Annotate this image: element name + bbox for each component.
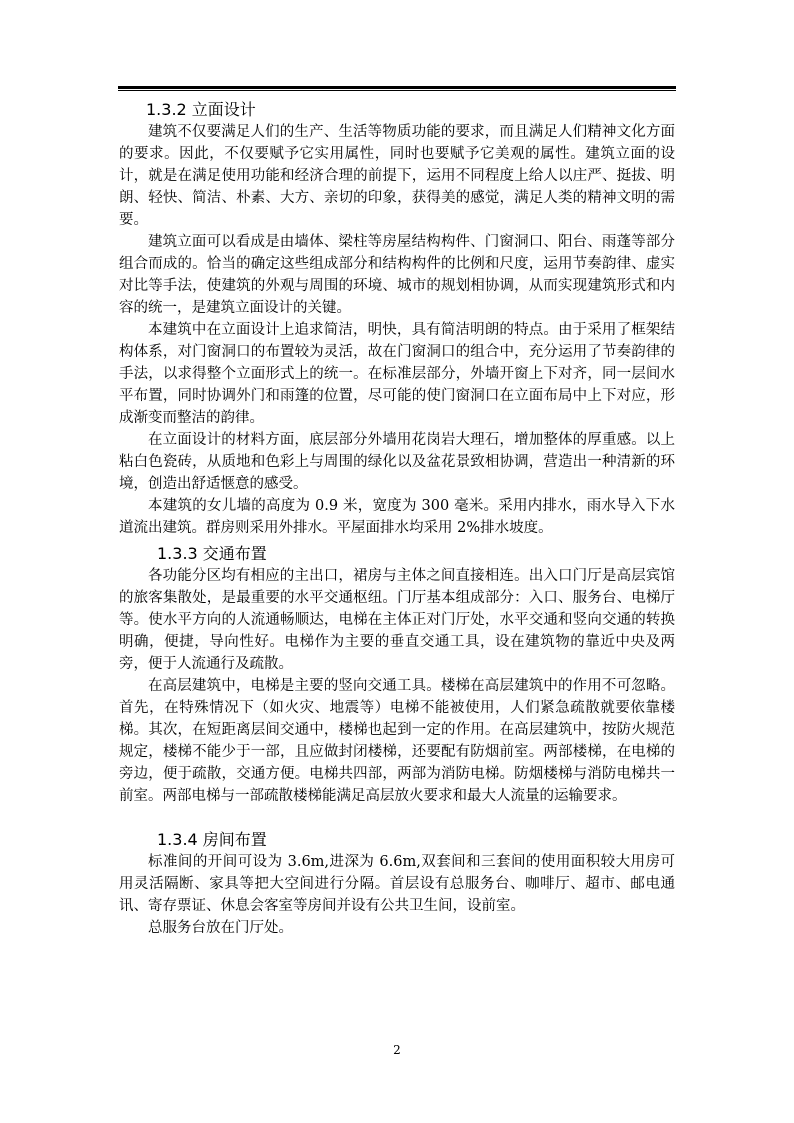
paragraph: 在立面设计的材料方面，底层部分外墙用花岗岩大理石，增加整体的厚重感。以上粘白色瓷砖，从质地和色彩上与周围的绿化以及盆花景致相协调，营造出一种清新的环境，创造出舒适惬意的感受。: [119, 432, 675, 492]
section-heading-1-3-2: 1.3.2 立面设计: [146, 100, 256, 119]
header-rule-thick: [118, 86, 676, 89]
paragraph: 本建筑中在立面设计上追求简洁，明快，具有简洁明朗的特点。由于采用了框架结构体系，对门窗洞口的布置较为灵活，故在门窗洞口的组合中，充分运用了节奏韵律的手法，以求得整个立面形式上的统一。在标准层部分，外墙开窗上下对齐，同一层间水平布置，同时协调外门和雨篷的位置，尽可能的使门窗洞口在立面布局中上下对应，形成渐变而整洁的韵律。: [119, 322, 675, 426]
page-number: 2: [393, 1043, 401, 1057]
section-heading-1-3-3: 1.3.3 交通布置: [157, 544, 267, 563]
header-rule-thin: [118, 90, 676, 91]
paragraph: 标准间的开间可设为 3.6m,进深为 6.6m,双套间和三套间的使用面积较大用房可用灵活隔断、家具等把大空间进行分隔。首层设有总服务台、咖啡厅、超市、邮电通讯、寄存票证、休息会客室等房间并设有公共卫生间，设前室。: [119, 854, 675, 914]
paragraph: 建筑不仅要满足人们的生产、生活等物质功能的要求，而且满足人们精神文化方面的要求。因此，不仅要赋予它实用属性，同时也要赋予它美观的属性。建筑立面的设计，就是在满足使用功能和经济合理的前提下，运用不同程度上给人以庄严、挺拔、明朗、轻快、简洁、朴素、大方、亲切的印象，获得美的感觉，满足人类的精神文明的需要。: [119, 124, 675, 228]
page-body: [119, 99, 675, 939]
paragraph: 各功能分区均有相应的主出口，裙房与主体之间直接相连。出入口门厅是高层宾馆的旅客集散处，是最重要的水平交通枢纽。门厅基本组成部分：入口、服务台、电梯厅等。使水平方向的人流通畅顺达，电梯在主体正对门厅处，水平交通和竖向交通的转换明确，便捷，导向性好。电梯作为主要的垂直交通工具，设在建筑物的靠近中央及两旁，便于人流通行及疏散。: [119, 568, 675, 672]
paragraph: 总服务台放在门厅处。: [148, 920, 293, 936]
paragraph: 本建筑的女儿墙的高度为 0.9 米，宽度为 300 毫米。采用内排水，雨水导入下水道流出建筑。群房则采用外排水。平屋面排水均采用 2%排水坡度。: [119, 498, 675, 536]
paragraph: 在高层建筑中，电梯是主要的竖向交通工具。楼梯在高层建筑中的作用不可忽略。首先，在特殊情况下（如火灾、地震等）电梯不能被使用，人们紧急疏散就要依靠楼梯。其次，在短距离层间交通中，楼梯也起到一定的作用。在高层建筑中，按防火规范规定，楼梯不能少于一部，且应做封闭楼梯，还要配有防烟前室。两部楼梯，在电梯的旁边，便于疏散，交通方便。电梯共四部，两部为消防电梯。防烟楼梯与消防电梯共一前室。两部电梯与一部疏散楼梯能满足高层放火要求和最大人流量的运输要求。: [119, 678, 675, 804]
section-heading-1-3-4: 1.3.4 房间布置: [157, 830, 267, 849]
paragraph: 建筑立面可以看成是由墙体、梁柱等房屋结构构件、门窗洞口、阳台、雨蓬等部分组合而成的。恰当的确定这些组成部分和结构构件的比例和尺度，运用节奏韵律、虚实对比等手法，使建筑的外观与周围的环境、城市的规划相协调，从而实现建筑形式和内容的统一，是建筑立面设计的关键。: [119, 234, 675, 316]
